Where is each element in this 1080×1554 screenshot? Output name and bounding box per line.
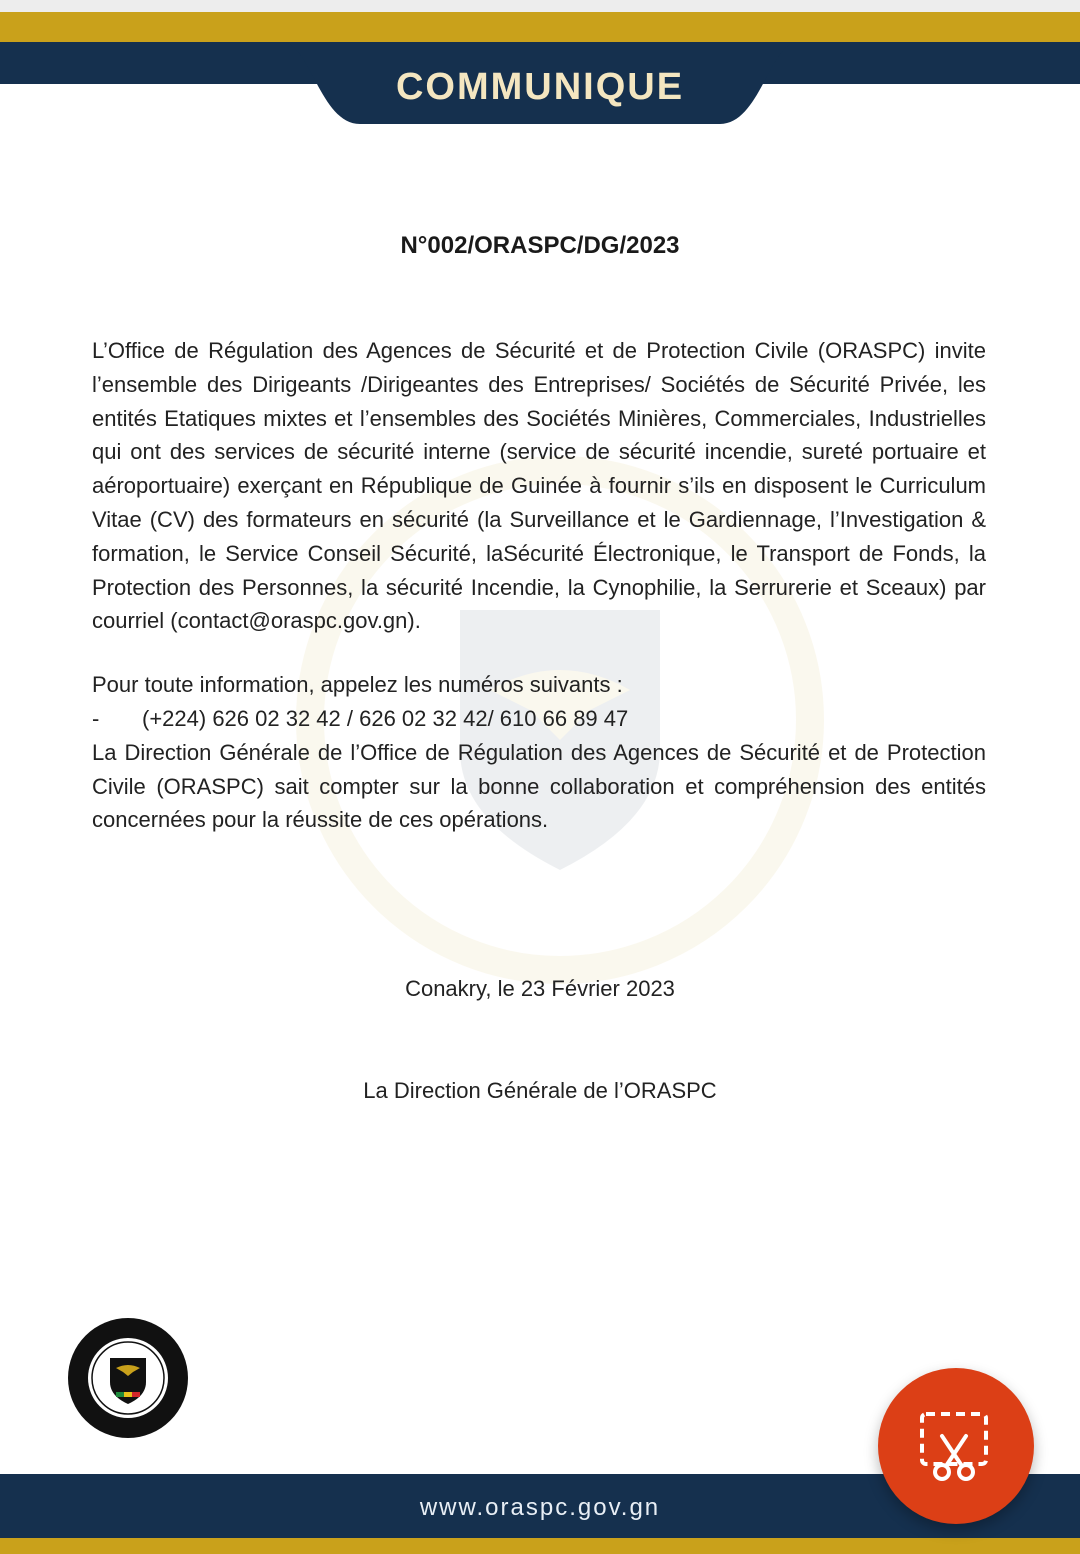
communique-body xyxy=(92,334,986,837)
date-line: Conakry, le 23 Février 2023 xyxy=(405,976,675,1001)
main-paragraph: L’Office de Régulation des Agences de Sécurité et de Protection Civile (ORASPC) invite l’ensemble des Dirigeants /Dirigeantes des Entreprises/ Sociétés de Sécurité Privée, les entités Etatiques mixtes et l’ensembles des Sociétés Minières, Commerciales, Industrielles qui ont des services de sécurité interne (service de sécurité incendie, sureté portuaire et aéroportuaire) exerçant en République de Guinée à fournir s’ils en disposent le Curriculum Vitae (CV) des formateurs en sécurité (la Surveillance et le Gardiennage, l’Investigation & formation, le Service Conseil Sécurité, laSécurité Électronique, le Transport de Fonds, la Protection des Personnes, la sécurité Incendie, la Cynophilie, la Serrurerie et Sceaux) par courriel (contact@oraspc.gov.gn). xyxy=(92,338,986,634)
phone-numbers: (+224) 626 02 32 42 / 626 02 32 42/ 610 66 89 47 xyxy=(142,705,629,731)
screenshot-capture-button[interactable] xyxy=(878,1368,1034,1524)
info-intro: Pour toute information, appelez les numéros suivants : xyxy=(92,672,623,698)
screenshot-scissors-icon xyxy=(916,1408,996,1484)
phone-dash: - xyxy=(92,705,100,731)
page-title: COMMUNIQUE xyxy=(395,66,685,108)
oraspc-seal-logo xyxy=(66,1316,190,1440)
header-gold-band xyxy=(0,12,1080,42)
phone-line xyxy=(92,702,986,736)
footer-website-url: www.oraspc.gov.gn xyxy=(419,1494,661,1521)
communique-reference: N°002/ORASPC/DG/2023 xyxy=(400,232,680,259)
closing-paragraph: La Direction Générale de l’Office de Régulation des Agences de Sécurité et de Protection Civile (ORASPC) sait compter sur la bonne collaboration et compréhension des entités concernées pour la réussite de ces opérations. xyxy=(92,739,986,833)
footer-gold-band xyxy=(0,1538,1080,1554)
top-strip xyxy=(0,0,1080,12)
signature: La Direction Générale de l’ORASPC xyxy=(363,1078,717,1103)
